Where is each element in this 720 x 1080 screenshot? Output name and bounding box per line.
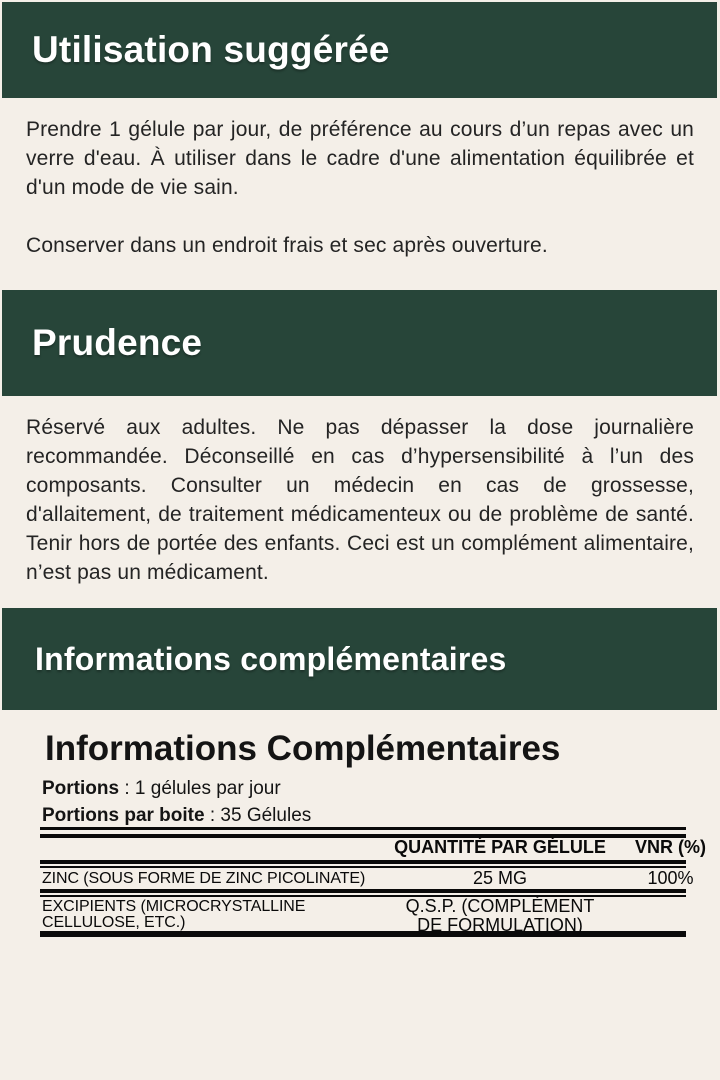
table-row-excipients [40, 896, 686, 935]
usage-paragraph-2: Conserver dans un endroit frais et sec après ouverture. [26, 234, 548, 257]
usage-text-block [26, 115, 694, 260]
servings-label: Portions [42, 778, 120, 799]
servings-per-box-value: 35 Gélules [220, 805, 312, 826]
col-header-quantity: QUANTITÉ PAR GÉLULE [394, 837, 606, 857]
servings-separator: : [119, 778, 135, 799]
additional-info-heading: Informations complémentaires [35, 640, 507, 677]
servings-per-box-separator: : [204, 805, 221, 826]
caution-section-header [2, 290, 717, 396]
servings-per-box-line [42, 805, 311, 827]
caution-heading: Prudence [32, 322, 203, 363]
panel-title: Informations Complémentaires [45, 729, 561, 768]
usage-section-header [2, 2, 717, 98]
excipients-name: EXCIPIENTS (MICROCRYSTALLINE CELLULOSE, ETC.) [42, 898, 306, 931]
caution-text-block [26, 413, 694, 587]
additional-info-section-header [2, 608, 717, 710]
zinc-amount: 25 MG [472, 868, 528, 888]
servings-per-box-label: Portions par boite [42, 805, 205, 826]
caution-paragraph: Réservé aux adultes. Ne pas dépasser la dose journalière recommandée. Déconseillé en cas d’hypersensibilité à l’un des composants. Consulter un médecin en cas de grossesse, d'allaitement, de traitement médicamenteux ou de problème de santé. Tenir hors de portée des enfants. Ceci est un complément alimentaire, n’est pas un médicament. [26, 416, 694, 584]
usage-heading: Utilisation suggérée [32, 29, 390, 70]
table-header-row [40, 837, 706, 860]
usage-paragraph-1: Prendre 1 gélule par jour, de préférence au cours d’un repas avec un verre d'eau. À utiliser dans le cadre d'une alimentation équilibrée et d'un mode de vie sain. [26, 118, 694, 199]
table-row-zinc [40, 868, 694, 889]
servings-line [42, 778, 281, 800]
servings-value: 1 gélules par jour [134, 778, 281, 799]
zinc-name: ZINC (SOUS FORME DE ZINC PICOLINATE) [42, 870, 366, 887]
excipients-amount: Q.S.P. (COMPLÉMENT DE FORMULATION) [405, 896, 595, 935]
table-separator-thick [40, 889, 686, 893]
supplement-facts-table [40, 827, 706, 937]
col-header-vnr: VNR (%) [635, 837, 706, 857]
zinc-vnr: 100% [647, 868, 694, 888]
table-separator-thick [40, 860, 686, 864]
table-top-rule-outer [40, 827, 686, 830]
